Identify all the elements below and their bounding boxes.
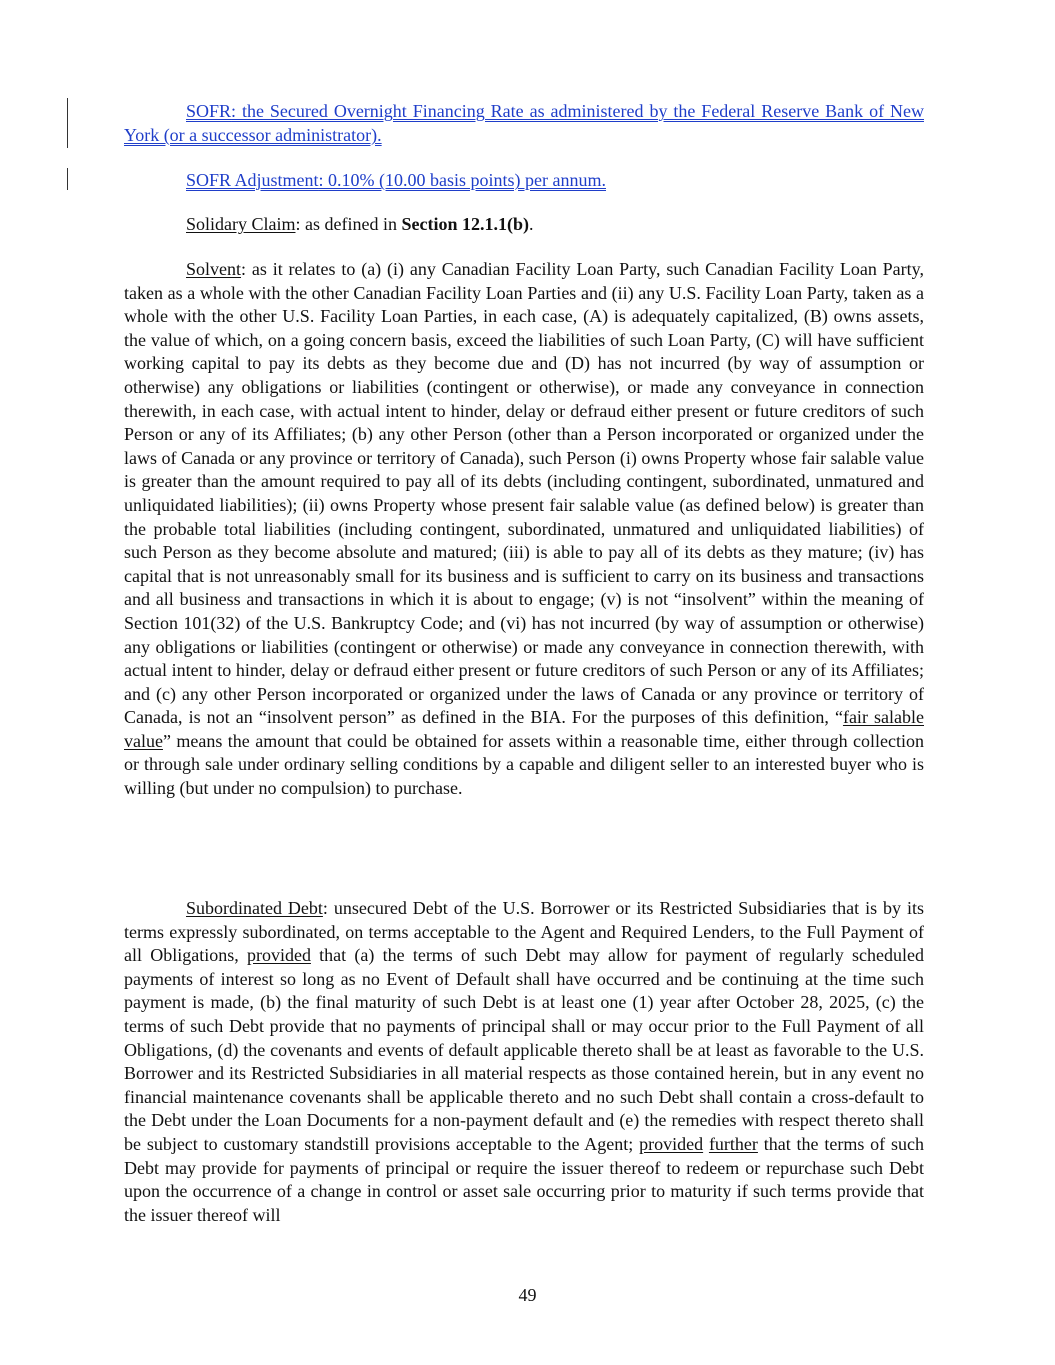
provided-term: provided [639,1133,704,1154]
term-subordinated-debt: Subordinated Debt [186,898,323,918]
subordinated-debt-body-1: : unsecured Debt of the U.S. Borrower or its Restricted Subsidiaries that is by its terms expressly subordinated, on terms acceptable to the Agent and Required Lenders, to the Full Payment of all Obligations, [124,898,924,966]
page-number: 49 [518,1285,537,1305]
solvent-body: : as it relates to (a) (i) any Canadian Facility Loan Party, such Canadian Facility Loan Party, taken as a whole with the other Canadian Facility Loan Parties and (ii) any U.S. Facility Loan Party, taken as a whole with the other U.S. Facility Loan Parties, in each case, (A) is adequately capitalized, (B) owns assets, the value of which, on a going concern basis, exceed the liabilities of such Loan Party, (C) will have sufficient working capital to pay its debts as they become due and (D) has not incurred (by way of assumption or otherwise) any obligations or liabilities (contingent or otherwise), or made any conveyance in connection therewith, in each case, with actual intent to hinder, delay or defraud either present or future creditors of such Person or any of its Affiliates; (b) any other Person (other than a Person incorporated or organized under the laws of Canada or any province or territory of Canada), such Person (i) owns Property whose fair salable value is greater than the amount required to pay all of its debts (including contingent, subordinated, unmatured and unliquidated liabilities); (ii) owns Property whose present fair salable value (as defined below) is greater than the probable total liabilities (including contingent, subordinated, unmatured and unliquidated liabilities) of such Person as they become absolute and matured; (iii) is able to pay all of its debts as they mature; (iv) has capital that is not unreasonably small for its business and is sufficient to carry on its business and transactions and all business and transactions in which it is about to engage; (v) is not “insolvent” within the meaning of Section 101(32) of the U.S. Bankruptcy Code; and (vi) has not incurred (by way of assumption or otherwise) any obligations or liabilities (contingent or otherwise) or made any conveyance in connection therewith, with actual intent to hinder, delay or defraud either present or future creditors of such Person or any of its Affiliates; and (c) any other Person incorporated or organized under the laws of Canada or any province or territory of Canada, is not an “insolvent person” as defined in the BIA. For the purposes of this definition, “ [124,259,924,728]
sofr-adjustment-body: : 0.10% (10.00 basis points) per annum. [318,170,606,190]
solidary-claim-end: . [528,214,534,234]
term-solvent: Solvent [186,259,242,279]
term-fair-salable-value: fair salable value [124,707,924,751]
section-reference: Section 12.1.1(b) [401,214,529,234]
sofr-body: : the Secured Overnight Financing Rate as administered by the Federal Reserve Bank of New York (or a successor administrator). [124,101,924,145]
change-bar [67,168,68,190]
provided-term: provided [246,945,311,966]
definition-sofr [124,100,924,147]
term-sofr: SOFR [186,101,232,121]
further-term: further [708,1133,758,1154]
definition-solvent [124,258,924,801]
solvent-tail: ” means the amount that could be obtained for assets within a reasonable time, either through collection or through sale under ordinary selling conditions by a capable and diligent seller to an interested buyer who is willing (but under no compulsion) to purchase. [124,730,924,799]
definition-solidary-claim [124,213,924,237]
solidary-claim-body: : as defined in [295,214,402,234]
definition-subordinated-debt [124,897,924,1227]
term-solidary-claim: Solidary Claim [186,214,296,234]
subordinated-debt-body-3: that the terms of such Debt may provide for payments of principal or require the issuer thereof to redeem or repurchase such Debt upon the occurrence of a change in control or asset sale occurring prior to maturity if such terms provide that the issuer thereof will [124,1133,924,1225]
change-bar [67,98,68,148]
definition-sofr-adjustment [124,169,924,193]
term-sofr-adjustment: SOFR Adjustment [186,170,319,190]
subordinated-debt-body-2: that (a) the terms of such Debt may allow for payment of regularly scheduled payments of interest so long as no Event of Default shall have occurred and be continuing at the time such payment is made, (b) the final maturity of such Debt is at least one (1) year after October 28, 2025, (c) the terms of such Debt provide that no payments of principal shall or may occur prior to the Full Payment of all Obligations, (d) the covenants and events of default applicable thereto shall be at least as favorable to the U.S. Borrower and its Restricted Subsidiaries in all material respects as those contained herein, but in any event no financial maintenance covenants shall be applicable thereto and no such Debt shall contain a cross-default to the Debt under the Loan Documents for a non-payment default and (e) the remedies with respect thereto shall be subject to customary standstill provisions acceptable to the Agent; [124,945,924,1154]
